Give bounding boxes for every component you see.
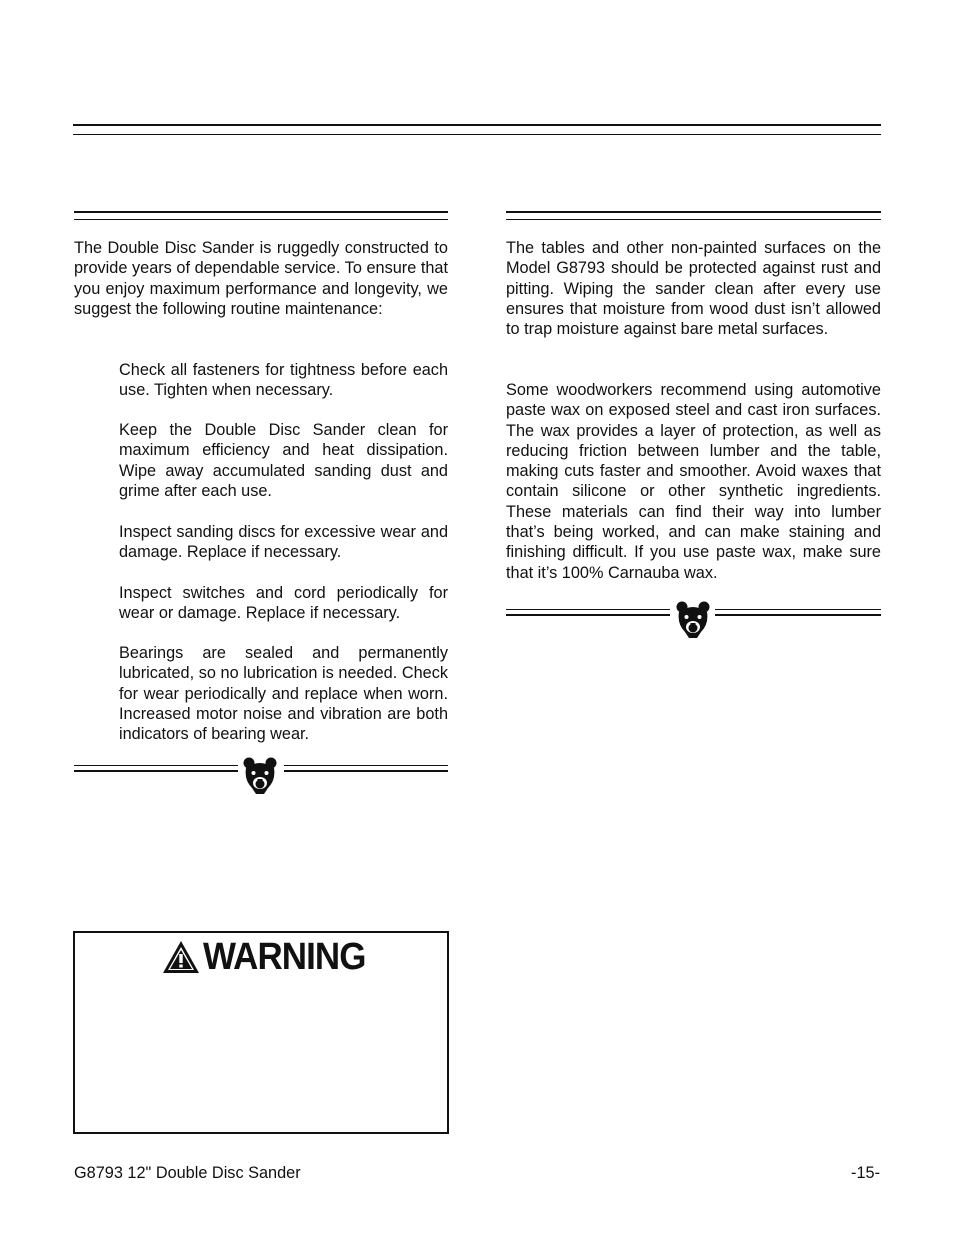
warning-box	[73, 931, 449, 1134]
header-rule-thick	[73, 124, 881, 126]
warning-label: WARNING	[203, 936, 366, 978]
wax-paragraph: Some woodworkers recommend using automotive paste wax on exposed steel and cast iron surfaces. The wax provides a layer of protection, as well as reducing friction between lumber and the table, making cuts faster and smoother. Avoid waxes that contain silicone or other synthetic ingredients. These materials can find their way into lumber that’s being worked, and can make staining and finishing difficult. If you use paste wax, make sure that it’s 100% Carnauba wax.	[506, 381, 881, 582]
rust-paragraph: The tables and other non-painted surfaces on the Model G8793 should be protected against rust and pitting. Wiping the sander clean after every use ensures that moisture from wood dust isn’t allowed to trap moisture against bare metal surfaces.	[506, 239, 881, 339]
bear-head-icon	[242, 756, 278, 796]
maintenance-item: Keep the Double Disc Sander clean for maximum efficiency and heat dissipation. Wipe away accumulated sanding dust and grime after each use.	[119, 421, 448, 500]
footer-title: G8793 12" Double Disc Sander	[74, 1164, 301, 1182]
warning-header	[161, 937, 380, 977]
page-number: -15-	[851, 1164, 880, 1182]
header-rule-thin	[73, 134, 881, 135]
maintenance-item: Inspect sanding discs for excessive wear and damage. Replace if necessary.	[119, 523, 448, 562]
bear-head-icon	[675, 600, 711, 640]
intro-paragraph: The Double Disc Sander is ruggedly constructed to provide years of dependable service. To ensure that you enjoy maximum performance and longevity, we suggest the following routine maintenance:	[74, 239, 448, 318]
maintenance-item: Check all fasteners for tightness before each use. Tighten when necessary.	[119, 361, 448, 400]
maintenance-item: Bearings are sealed and permanently lubricated, so no lubrication is needed. Check for wear periodically and replace when worn. Increased motor noise and vibration are both indicators of bearing wear.	[119, 644, 448, 744]
maintenance-item: Inspect switches and cord periodically for wear or damage. Replace if necessary.	[119, 584, 448, 623]
section-end-divider	[74, 756, 448, 796]
section-end-divider	[506, 600, 881, 640]
warning-triangle-icon	[161, 939, 201, 975]
